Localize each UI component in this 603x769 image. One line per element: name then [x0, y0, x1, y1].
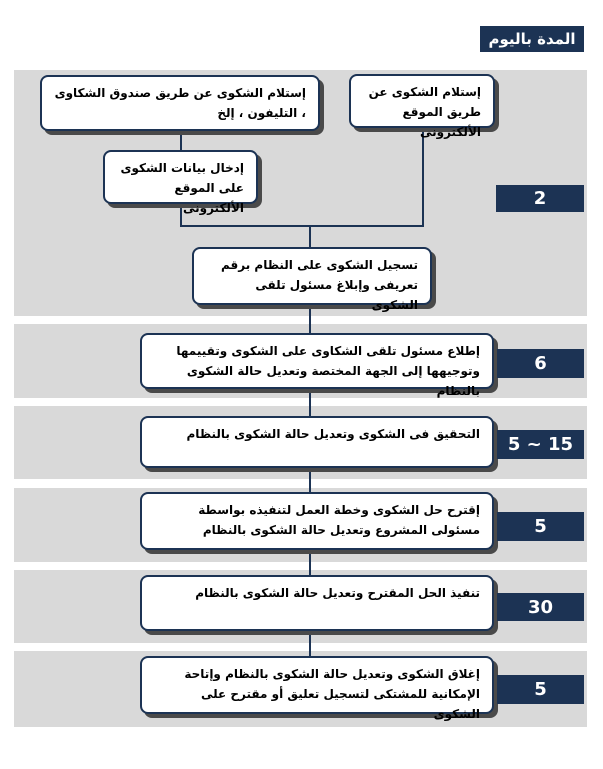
duration-value: 6 — [497, 349, 584, 378]
connector-line — [309, 466, 311, 494]
connector-line — [309, 630, 311, 658]
step-receive-box: إستلام الشكوى عن طريق صندوق الشكاوى ، التليفون ، إلخ — [40, 75, 320, 131]
step-close: إغلاق الشكوى وتعديل حالة الشكوى بالنظام وإتاحة الإمكانية للمشتكى لتسجيل تعليق أو مقترح على الشكوى — [140, 656, 494, 714]
connector-line — [309, 549, 311, 576]
duration-header: المدة باليوم — [480, 26, 584, 52]
step-data-entry: إدخال بيانات الشكوى على الموقع الألكترونى — [103, 150, 258, 204]
connector-line — [309, 226, 311, 248]
duration-value: 5 — [497, 675, 584, 704]
duration-value: 5 — [497, 512, 584, 541]
connector-line — [180, 131, 182, 151]
duration-value: 30 — [497, 593, 584, 621]
connector-line — [309, 388, 311, 418]
step-receive-web: إستلام الشكوى عن طريق الموقع الألكترونى — [349, 74, 495, 128]
connector-line — [180, 225, 424, 227]
step-implement: تنفيذ الحل المقترح وتعديل حالة الشكوى بالنظام — [140, 575, 494, 631]
connector-line — [180, 202, 182, 226]
duration-value: 5 ~ 15 — [497, 430, 584, 459]
step-review: إطلاع مسئول تلقى الشكاوى على الشكوى وتقييمها وتوجيهها إلى الجهة المختصة وتعديل حالة الشكوى بالنظام — [140, 333, 494, 389]
duration-value: 2 — [496, 185, 584, 212]
step-register: تسجيل الشكوى على النظام برقم تعريفى وإبلاغ مسئول تلقى الشكوى — [192, 247, 432, 305]
connector-line — [309, 304, 311, 334]
step-investigate: التحقيق فى الشكوى وتعديل حالة الشكوى بالنظام — [140, 416, 494, 468]
step-propose: إقترح حل الشكوى وخطة العمل لتنفيذه بواسطة مسئولى المشروع وتعديل حالة الشكوى بالنظام — [140, 492, 494, 550]
